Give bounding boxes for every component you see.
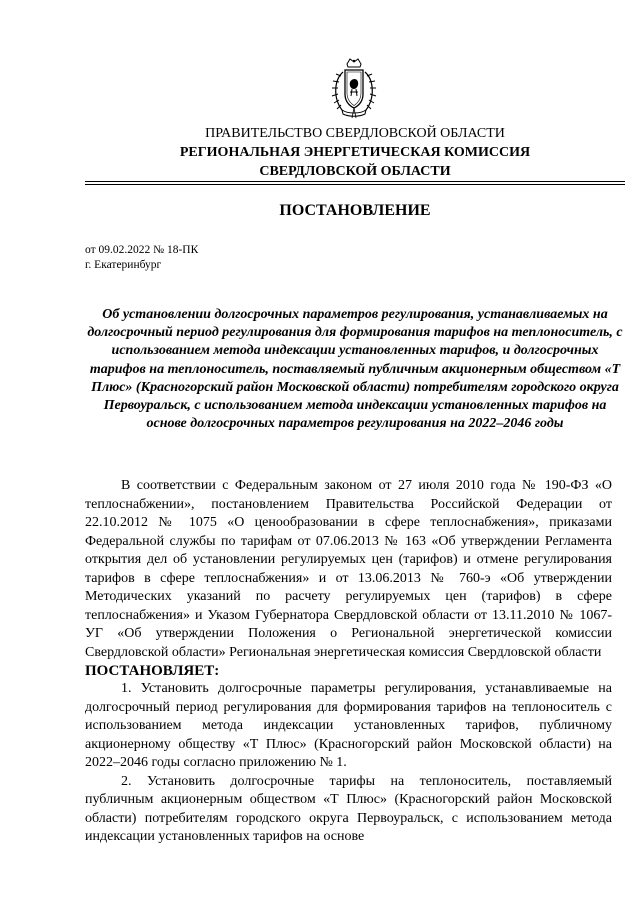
resolution-item-2: 2. Установить долгосрочные тарифы на теплоноситель, поставляемый публичным акционерным обществом «Т Плюс» (Красногорский район Московской области) потребителям городского округа Первоуральск, с использованием метода индексации установленных тарифов на основе <box>85 773 612 844</box>
government-name: ПРАВИТЕЛЬСТВО СВЕРДЛОВСКОЙ ОБЛАСТИ <box>205 126 505 141</box>
preamble-paragraph: В соответствии с Федеральным законом от 27 июля 2010 года № 190-ФЗ «О теплоснабжении», постановлением Правительства Российской Федерации от 22.10.2012 № 1075 «О ценообразовании в сфере теплоснабжения», приказами Федеральной службы по тарифам от 07.06.2013 № 163 «Об утверждении Регламента открытия дел об установлении регулируемых цен (тарифов) и отмене регулирования тарифов в сфере теплоснабжения» и от 13.06.2013 № 760-э «Об утверждении Методических указаний по расчету регулируемых цен (тарифов) в сфере теплоснабжения» и Указом Губернатора Свердловской области от 13.11.2010 № 1067-УГ «Об утверждении Положения о Региональной энергетической комиссии Свердловской области» Региональная энергетическая комиссия Свердловской области <box>85 478 612 660</box>
resolves-heading: ПОСТАНОВЛЯЕТ: <box>85 663 220 679</box>
document-subject: Об установлении долгосрочных параметров регулирования, устанавливаемых на долгосрочный период регулирования для формирования тарифов на теплоноситель, с использованием метода индексации установленных тарифов, и долгосрочных тарифов на теплоноситель, поставляемый публичным акционерным обществом «Т Плюс» (Красногорский район Московской области) потребителям городского округа Первоуральск, с использованием метода индексации установленных тарифов на основе долгосрочных параметров регулирования на 2022–2046 годы <box>87 307 623 432</box>
coat-of-arms-emblem <box>330 58 378 120</box>
resolution-item-1: 1. Установить долгосрочные параметры регулирования, устанавливаемые на долгосрочный период регулирования для формирования тарифов на теплоноситель с использованием метода индексации установленных тарифов, публичному акционерному обществу «Т Плюс» (Красногорский район Московской области) на 2022–2046 годы согласно приложению № 1. <box>85 681 612 770</box>
header-divider-thin <box>85 184 625 185</box>
document-type-title: ПОСТАНОВЛЕНИЕ <box>279 202 431 219</box>
commission-name-line2: СВЕРДЛОВСКОЙ ОБЛАСТИ <box>259 164 451 179</box>
document-city: г. Екатеринбург <box>85 259 162 271</box>
document-date-number: от 09.02.2022 № 18-ПК <box>85 244 199 256</box>
document-body <box>85 477 612 847</box>
commission-name-line1: РЕГИОНАЛЬНАЯ ЭНЕРГЕТИЧЕСКАЯ КОМИССИЯ <box>179 145 531 160</box>
header-divider-thick <box>85 181 625 182</box>
